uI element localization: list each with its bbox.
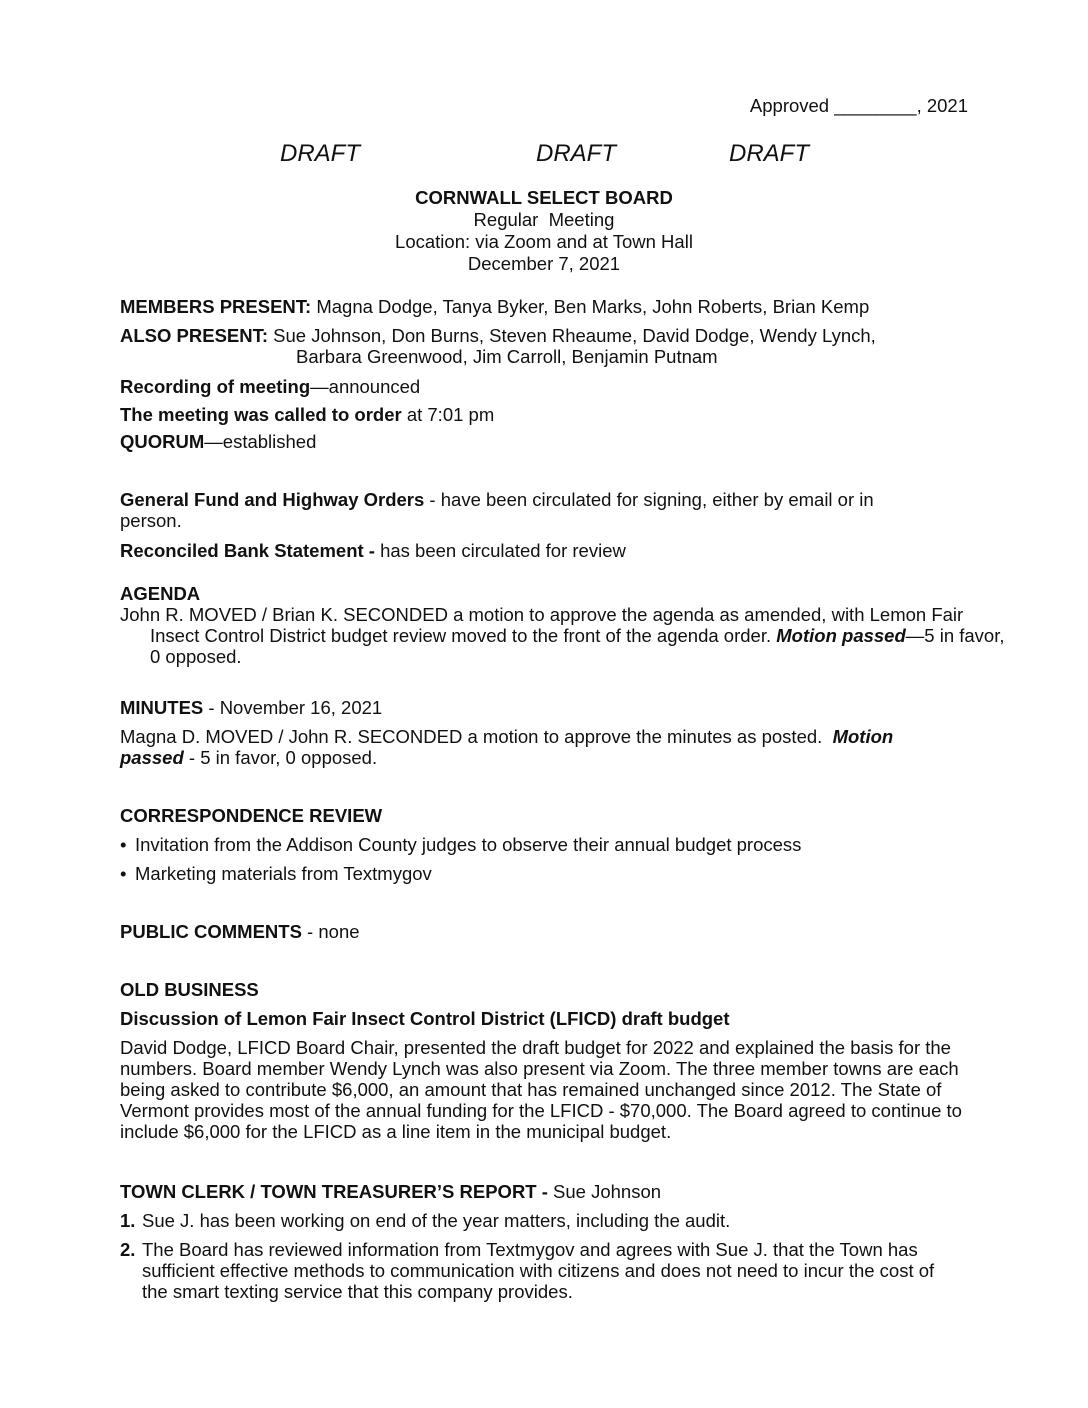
- list-item: [120, 834, 980, 855]
- bullet-mark: •: [120, 863, 127, 884]
- approval-line: [750, 95, 968, 116]
- meeting-type: Regular Meeting: [473, 209, 615, 230]
- call-to-order-line: [120, 404, 980, 425]
- correspondence-list: [120, 834, 980, 892]
- public-comments-line: [120, 921, 980, 942]
- list-item: [120, 863, 980, 884]
- orders-label: General Fund and Highway Orders: [120, 489, 425, 510]
- list-item: [120, 1210, 965, 1231]
- item-number: 1.: [120, 1210, 136, 1231]
- agenda-motion-label: Motion passed: [776, 625, 906, 646]
- members-label: MEMBERS PRESENT:: [120, 296, 312, 317]
- members-present: [120, 296, 980, 317]
- approved-label: Approved: [749, 95, 830, 116]
- draft-mark: DRAFT: [729, 140, 809, 167]
- list-item-text: The Board has reviewed information from Textmygov and agrees with Sue J. that the Town has sufficient effective methods to communication with citizens and does not need to incur the cost of the smart texting service that this company provides.: [142, 1239, 935, 1302]
- recording-label: Recording of meeting: [120, 376, 311, 397]
- public-comments-label: PUBLIC COMMENTS: [120, 921, 302, 942]
- minutes-heading-line: [120, 697, 980, 718]
- recording-text: —announced: [310, 376, 421, 397]
- minutes-date: - November 16, 2021: [203, 697, 383, 718]
- approved-year: , 2021: [916, 95, 968, 116]
- list-item-text: Sue J. has been working on end of the year matters, including the audit.: [142, 1210, 731, 1231]
- bullet-mark: •: [120, 834, 127, 855]
- old-business-heading: OLD BUSINESS: [120, 979, 259, 1000]
- orders-text: - have been circulated for signing, either by email or in person.: [120, 489, 874, 531]
- clerk-report-presenter: Sue Johnson: [547, 1181, 662, 1202]
- list-item: [120, 1239, 965, 1302]
- lficd-paragraph: David Dodge, LFICD Board Chair, presented the draft budget for 2022 and explained the basis for the numbers. Board member Wendy Lynch was also present via Zoom. The three member towns are each being asked to contribute $6,000, an amount that has remained unchanged since 2012. The State of Vermont provides most of the annual funding for the LFICD - $70,000. The Board agreed to continue to include $6,000 for the LFICD as a line item in the municipal budget.: [120, 1037, 962, 1142]
- also-present: [120, 325, 1020, 367]
- agenda-motion-result: —5 in favor, 0 opposed.: [150, 625, 1005, 667]
- clerk-report-list: [120, 1210, 965, 1302]
- quorum-text: —established: [204, 431, 317, 452]
- orders-paragraph: [120, 489, 930, 531]
- item-number: 2.: [120, 1239, 136, 1260]
- call-to-order-text: at 7:01 pm: [401, 404, 495, 425]
- draft-mark: DRAFT: [536, 140, 616, 167]
- draft-mark: DRAFT: [280, 140, 360, 167]
- minutes-motion: [120, 726, 955, 768]
- clerk-report-heading: TOWN CLERK / TOWN TREASURER’S REPORT -: [120, 1181, 548, 1202]
- agenda-heading: AGENDA: [120, 583, 201, 604]
- members-list: Magna Dodge, Tanya Byker, Ben Marks, John Roberts, Brian Kemp: [316, 296, 870, 317]
- meeting-date: December 7, 2021: [467, 253, 621, 274]
- clerk-report-heading-line: [120, 1181, 980, 1202]
- meeting-location: Location: via Zoom and at Town Hall: [395, 231, 693, 252]
- list-item-text: Marketing materials from Textmygov: [135, 863, 432, 884]
- approved-blank: ________: [834, 95, 917, 116]
- quorum-label: QUORUM: [120, 431, 205, 452]
- also-line-1: Sue Johnson, Don Burns, Steven Rheaume, David Dodge, Wendy Lynch,: [273, 325, 876, 346]
- public-comments-text: - none: [301, 921, 360, 942]
- document-header: [0, 187, 1088, 275]
- minutes-motion-label: Motion passed: [120, 726, 894, 768]
- board-title: CORNWALL SELECT BOARD: [415, 187, 673, 208]
- agenda-motion: [120, 604, 1005, 667]
- minutes-heading: MINUTES: [120, 697, 204, 718]
- also-label: ALSO PRESENT:: [120, 325, 269, 346]
- correspondence-heading: CORRESPONDENCE REVIEW: [120, 805, 383, 826]
- call-to-order-label: The meeting was called to order: [120, 404, 402, 425]
- agenda-section: [120, 583, 1005, 667]
- bank-label: Reconciled Bank Statement -: [120, 540, 375, 561]
- lficd-subheading: Discussion of Lemon Fair Insect Control District (LFICD) draft budget: [120, 1008, 730, 1029]
- bank-text: has been circulated for review: [374, 540, 626, 561]
- bank-statement-line: [120, 540, 980, 561]
- recording-line: [120, 376, 980, 397]
- list-item-text: Invitation from the Addison County judges to observe their annual budget process: [135, 834, 802, 855]
- agenda-motion-text: John R. MOVED / Brian K. SECONDED a motion to approve the agenda as amended, with Lemon Fair Insect Control District budget review moved to the front of the agenda order.: [120, 604, 964, 646]
- also-line-2: Barbara Greenwood, Jim Carroll, Benjamin Putnam: [296, 346, 718, 367]
- minutes-motion-text: Magna D. MOVED / John R. SECONDED a motion to approve the minutes as posted.: [120, 726, 833, 747]
- quorum-line: [120, 431, 980, 452]
- minutes-motion-result: - 5 in favor, 0 opposed.: [183, 747, 378, 768]
